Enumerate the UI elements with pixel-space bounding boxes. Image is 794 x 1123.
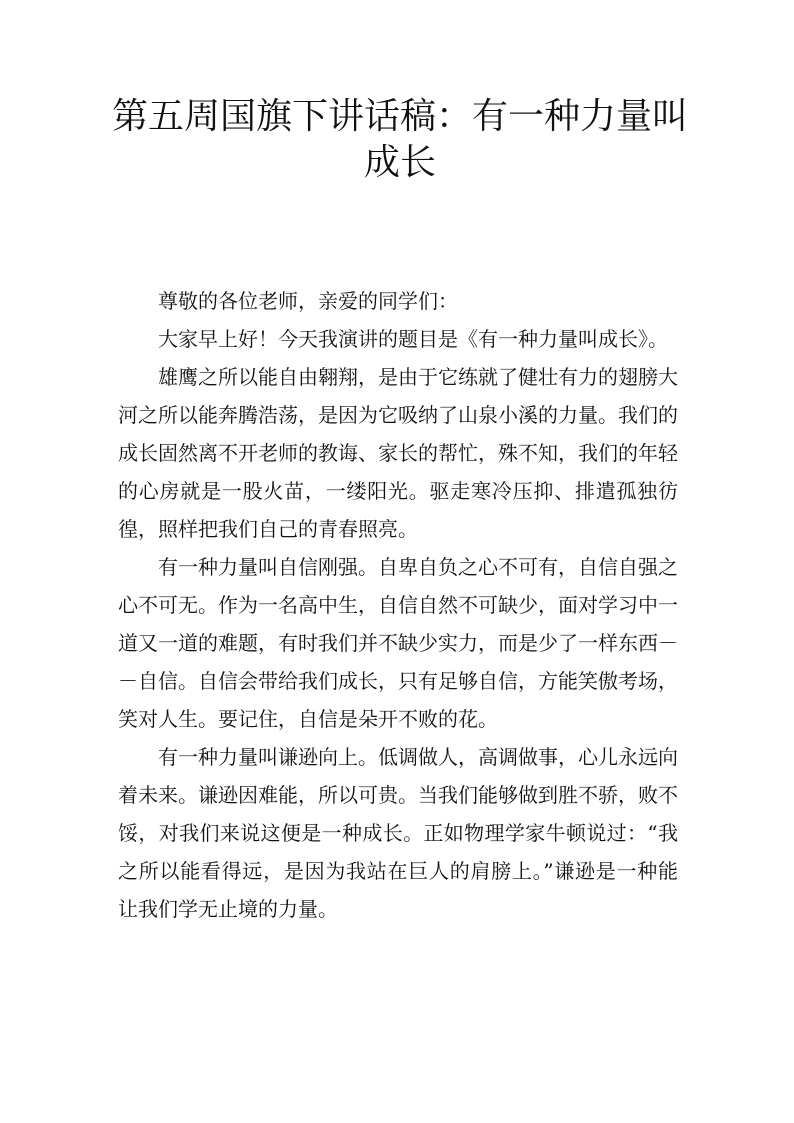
body-paragraph: 有一种力量叫谦逊向上。低调做人，高调做事，心儿永远向着未来。谦逊因难能，所以可贵。当我们能够做到胜不骄，败不馁，对我们来说这便是一种成长。正如物理学家牛顿说过：“我之所以能看得远，是因为我站在巨人的肩膀上。”谦逊是一种能让我们学无止境的力量。 [118, 745, 678, 921]
salutation-paragraph: 尊敬的各位老师，亲爱的同学们： [158, 289, 458, 313]
body-paragraph: 雄鹰之所以能自由翱翔，是由于它练就了健壮有力的翅膀大河之所以能奔腾浩荡，是因为它吸纳了山泉小溪的力量。我们的成长固然离不开老师的教诲、家长的帮忙，殊不知，我们的年轻的心房就是一股火苗，一缕阳光。驱走寒冷压抑、排遣孤独彷徨，照样把我们自己的青春照亮。 [118, 365, 678, 541]
document-title: 第五周国旗下讲话稿：有一种力量叫成长 [111, 96, 688, 183]
body-paragraph: 有一种力量叫自信刚强。自卑自负之心不可有，自信自强之心不可无。作为一名高中生，自信自然不可缺少，面对学习中一道又一道的难题，有时我们并不缺少实力，而是少了一样东西－－自信。自信会带给我们成长，只有足够自信，方能笑傲考场，笑对人生。要记住，自信是朵开不败的花。 [118, 555, 678, 731]
greeting-paragraph: 大家早上好！今天我演讲的题目是《有一种力量叫成长》。 [158, 327, 668, 351]
document-body [118, 282, 678, 928]
